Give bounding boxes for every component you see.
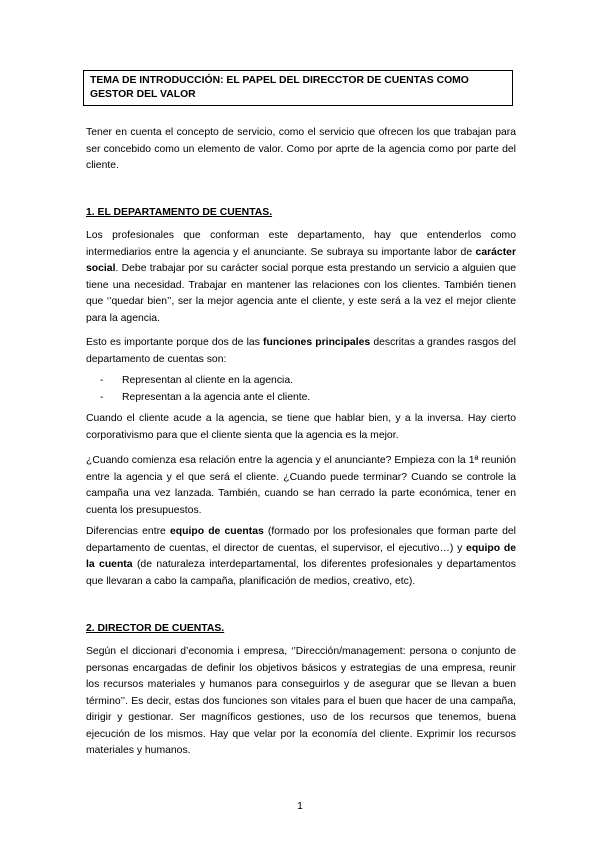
section-1-paragraph-4: ¿Cuando comienza esa relación entre la agencia y el anunciante? Empieza con la 1ª reunión entre la agencia y el que será el cliente. ¿Cuando puede terminar? Cuando se controle la campaña una vez lanzada. También, cuando se han cerrado la parte económica, tener en cuenta los presupuestos.	[86, 455, 516, 516]
list-item: - Representan al cliente en la agencia.	[100, 375, 293, 386]
list-item: - Representan a la agencia ante el cliente.	[100, 391, 311, 403]
section-1-paragraph-1: Los profesionales que conforman este departamento, hay que entenderlos como intermediarios entre la agencia y el anunciante. Se subraya su importante labor de carácter social. Debe trabajar por su carácter social porque esta prestando un servicio a alguien que tiene una necesidad. Trabajar en mantener las relaciones con los clientes. También tienen que ‘’quedar bien’’, ser la mejor agencia ante el cliente, y este será a la vez el mejor cliente para la agencia.	[86, 230, 516, 324]
section-1-paragraph-2: Esto es importante porque dos de las funciones principales descritas a grandes rasgos del departamento de cuentas son:	[86, 337, 516, 365]
section-1-paragraph-3: Cuando el cliente acude a la agencia, se tiene que hablar bien, y a la inversa. Hay cierto corporativismo para que el cliente sienta que la agencia es la mejor.	[86, 413, 516, 441]
functions-list	[100, 373, 520, 406]
section-2-heading: 2. DIRECTOR DE CUENTAS.	[86, 623, 225, 634]
page-number: 1	[297, 801, 303, 812]
section-1-heading: 1. EL DEPARTAMENTO DE CUENTAS.	[86, 207, 273, 218]
document-title: TEMA DE INTRODUCCIÓN: EL PAPEL DEL DIRECCTOR DE CUENTAS COMO GESTOR DEL VALOR	[83, 70, 513, 106]
section-1-paragraph-5: Diferencias entre equipo de cuentas (formado por los profesionales que forman parte del departamento de cuentas, el director de cuentas, el supervisor, el ejecutivo…) y equipo de la cuenta (de naturaleza interdepartamental, los diferentes profesionales y departamentos que llevaran a cabo la campaña, planificación de medios, creativo, etc).	[86, 526, 516, 587]
intro-paragraph: Tener en cuenta el concepto de servicio, como el servicio que ofrecen los que trabajan para ser concebido como un elemento de valor. Como por aprte de la agencia como por parte del cliente.	[86, 127, 516, 171]
section-2-paragraph-1: Según el diccionari d’economia i empresa, ‘’Dirección/management: persona o conjunto de personas encargadas de definir los objetivos básicos y estrategias de una empresa, reunir los recursos materiales y humanos para conseguirlos y de asegurar que se llevan a buen término’’. Es decir, estas dos funciones son vitales para el buen que hacer de una campaña, dirigir y gestionar. Ser magníficos gestiones, uso de los recursos que tenemos, buena ejecución de los mismos. Hay que velar por la economía del cliente. Exprimir los recursos materiales y humanos.	[86, 646, 516, 756]
